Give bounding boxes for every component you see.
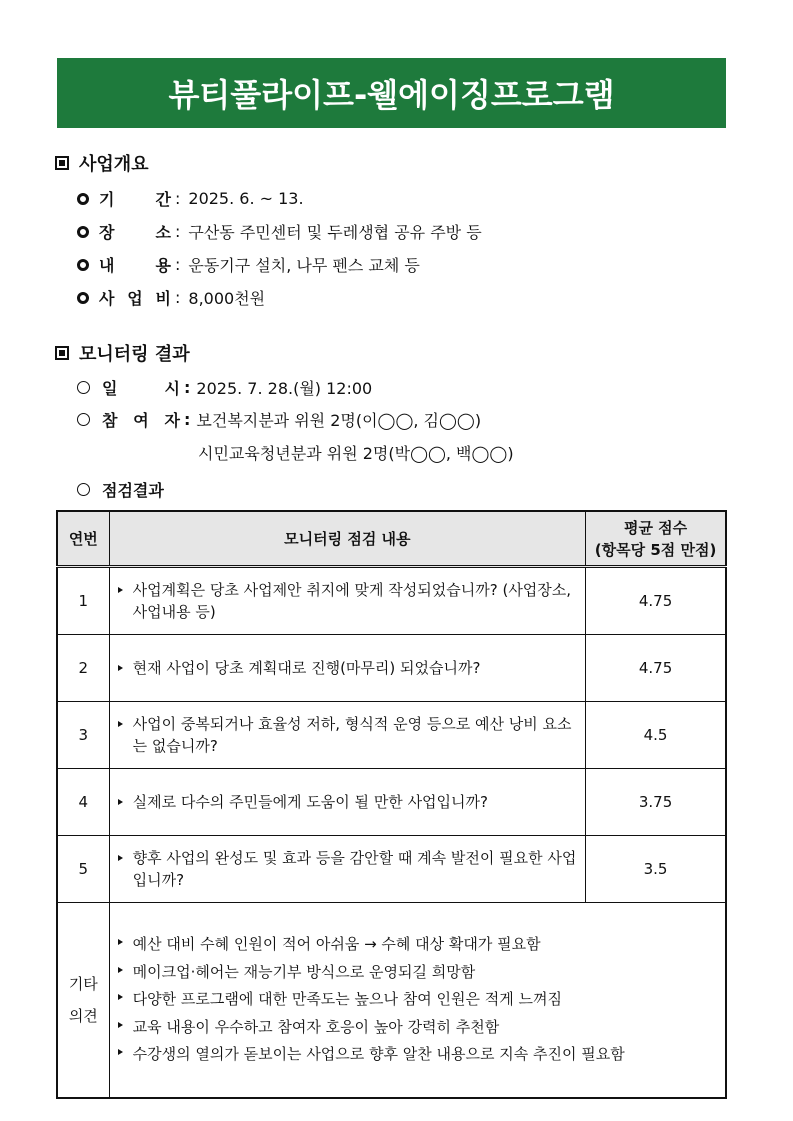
other-opinions-list — [109, 903, 726, 1098]
header-content: 모니터링 점검 내용 — [109, 511, 585, 567]
row-text: 향후 사업의 완성도 및 효과 등을 감안할 때 계속 발전이 필요한 사업입니까? — [132, 849, 577, 889]
square-bullet-icon — [55, 346, 69, 360]
square-bullet-icon — [55, 156, 69, 170]
triangle-bullet-icon — [118, 1049, 123, 1055]
overview-item-place — [75, 220, 482, 243]
open-circle-bullet-icon — [77, 413, 90, 426]
overview-heading-text: 사업개요 — [79, 154, 149, 175]
monitoring-heading-text: 모니터링 결과 — [79, 344, 190, 365]
row-content — [109, 769, 585, 836]
row-no: 2 — [57, 635, 109, 702]
header-score-line1: 평균 점수 — [623, 518, 688, 537]
colon-separator: : — [184, 410, 191, 429]
header-no: 연번 — [57, 511, 109, 567]
row-content — [109, 836, 585, 903]
monitoring-participants-label: 참 여 자 — [102, 411, 180, 430]
monitoring-date-value: 2025. 7. 28.(월) 12:00 — [196, 379, 373, 398]
list-item: 예산 대비 수혜 인원이 적어 아쉬움 → 수혜 대상 확대가 필요함 — [118, 931, 719, 959]
row-no: 1 — [57, 567, 109, 635]
row-text: 사업계획은 당초 사업제안 취지에 맞게 작성되었습니까? (사업장소, 사업내용 등) — [132, 581, 572, 621]
overview-heading — [55, 150, 149, 176]
overview-label: 기 간 — [99, 190, 171, 209]
list-item: 수강생의 열의가 돋보이는 사업으로 향후 알찬 내용으로 지속 추진이 필요함 — [118, 1041, 719, 1069]
row-score: 3.75 — [586, 769, 726, 836]
list-item: 메이크업·헤어는 재능기부 방식으로 운영되길 희망함 — [118, 959, 719, 987]
overview-value: 구산동 주민센터 및 두레생협 공유 주방 등 — [188, 223, 482, 242]
title-banner — [57, 58, 726, 128]
colon-separator: : — [175, 189, 181, 208]
monitoring-participants-line2: 시민교육청년분과 위원 2명(박◯◯, 백◯◯) — [198, 444, 514, 463]
overview-value: 운동기구 설치, 나무 펜스 교체 등 — [188, 256, 420, 275]
triangle-bullet-icon — [118, 1022, 123, 1028]
colon-separator: : — [175, 288, 181, 307]
row-score: 4.5 — [586, 702, 726, 769]
row-content — [109, 702, 585, 769]
triangle-bullet-icon — [118, 939, 123, 945]
colon-separator: : — [184, 378, 191, 397]
header-score — [586, 511, 726, 567]
overview-item-content — [75, 253, 420, 276]
overview-value: 8,000천원 — [188, 289, 266, 308]
monitoring-participants-row-2 — [198, 441, 514, 464]
filled-circle-bullet-icon — [77, 226, 89, 238]
filled-circle-bullet-icon — [77, 259, 89, 271]
other-label — [57, 903, 109, 1098]
row-score: 4.75 — [586, 635, 726, 702]
monitoring-date-row — [75, 376, 372, 399]
page-title: 뷰티풀라이프-웰에이징프로그램 — [168, 76, 615, 114]
row-text: 사업이 중복되거나 효율성 저하, 형식적 운영 등으로 예산 낭비 요소는 없습니까? — [132, 715, 572, 755]
colon-separator: : — [175, 255, 181, 274]
row-text: 현재 사업이 당초 계획대로 진행(마무리) 되었습니까? — [132, 659, 481, 677]
filled-circle-bullet-icon — [77, 292, 89, 304]
list-item: 교육 내용이 우수하고 참여자 호응이 높아 강력히 추천함 — [118, 1014, 719, 1042]
table-row — [57, 836, 726, 903]
overview-label: 내 용 — [99, 256, 171, 275]
table-row — [57, 702, 726, 769]
monitoring-participants-row — [75, 408, 481, 431]
table-row-other-opinions — [57, 903, 726, 1098]
filled-circle-bullet-icon — [77, 193, 89, 205]
row-no: 3 — [57, 702, 109, 769]
table-row — [57, 635, 726, 702]
open-circle-bullet-icon — [77, 483, 90, 496]
monitoring-date-label: 일 시 — [102, 379, 180, 398]
row-content — [109, 635, 585, 702]
other-label-line2: 의견 — [68, 1006, 98, 1025]
table-row — [57, 769, 726, 836]
other-label-line1: 기타 — [68, 974, 98, 993]
row-score: 4.75 — [586, 567, 726, 635]
triangle-bullet-icon — [118, 665, 123, 671]
monitoring-participants-line1: 보건복지분과 위원 2명(이◯◯, 김◯◯) — [196, 411, 482, 430]
monitoring-heading — [55, 340, 190, 366]
table-header-row — [57, 511, 726, 567]
overview-label: 장 소 — [99, 223, 171, 242]
overview-value: 2025. 6. ~ 13. — [188, 189, 304, 208]
open-circle-bullet-icon — [77, 381, 90, 394]
triangle-bullet-icon — [118, 799, 123, 805]
overview-item-period — [75, 187, 304, 210]
row-text: 실제로 다수의 주민들에게 도움이 될 만한 사업입니까? — [132, 793, 488, 811]
table-row — [57, 567, 726, 635]
triangle-bullet-icon — [118, 587, 123, 593]
row-no: 5 — [57, 836, 109, 903]
triangle-bullet-icon — [118, 994, 123, 1000]
row-score: 3.5 — [586, 836, 726, 903]
header-score-line2: (항목당 5점 만점) — [594, 540, 717, 559]
results-table — [56, 510, 727, 1099]
list-item: 다양한 프로그램에 대한 만족도는 높으나 참여 인원은 적게 느껴짐 — [118, 986, 719, 1014]
overview-item-budget — [75, 286, 265, 309]
colon-separator: : — [175, 222, 181, 241]
monitoring-results-row — [75, 478, 164, 501]
triangle-bullet-icon — [118, 721, 123, 727]
monitoring-results-label: 점검결과 — [102, 481, 164, 500]
overview-label: 사 업 비 — [99, 289, 171, 308]
row-no: 4 — [57, 769, 109, 836]
row-content — [109, 567, 585, 635]
triangle-bullet-icon — [118, 855, 123, 861]
triangle-bullet-icon — [118, 967, 123, 973]
